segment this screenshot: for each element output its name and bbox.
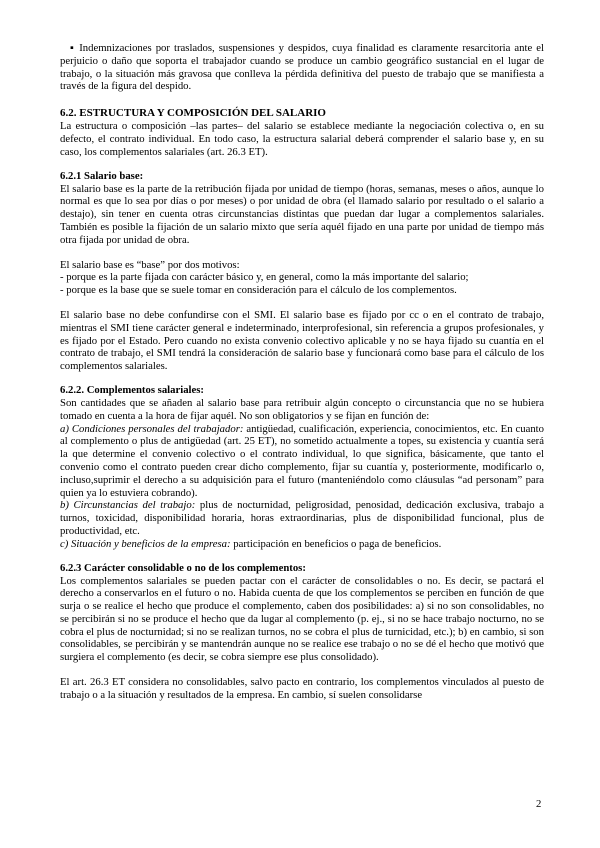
page-number: 2 — [536, 798, 542, 810]
motive-item-1: - porque es la parte fijada con carácter básico y, en general, como la más importante del salario; — [60, 271, 469, 284]
intro-text: Indemnizaciones por traslados, suspensiones y despidos, cuya finalidad es claramente resarcitoria ante el perjuicio o daño que soporta el trabajador cuando se produce un cambio geográfico sustancial en el lugar de trabajo, o la situación más gravosa que conlleva la pérdida definitiva del puesto de trabajo que se manifiesta a través de la figura del despido. — [60, 42, 545, 93]
intro-bullet-paragraph — [60, 42, 544, 93]
motives-lead: El salario base es “base” por dos motivos: — [60, 258, 240, 271]
consolidable-paragraph-2: El art. 26.3 ET considera no consolidables, salvo pacto en contrario, los complementos vinculados al puesto de trabajo o a la situación y resultados de la empresa. En cambio, sí suelen consolidarse — [60, 676, 544, 701]
salario-base-motives — [60, 259, 544, 297]
item-b-text: plus de nocturnidad, peligrosidad, penosidad, dedicación exclusiva, trabajo a turnos, toxicidad, disponibilidad horaria, horas extraordinarias, plus de disponibilidad funcional, plus de productividad, etc. — [60, 499, 544, 537]
motive-item-2: - porque es la base que se suele tomar en consideración para el cálculo de los complementos. — [60, 284, 457, 297]
salario-base-paragraph-1: El salario base es la parte de la retribución fijada por unidad de tiempo (horas, semanas, meses o años, aunque lo normal es que lo sea por días o por meses) o por unidad de obra (el llamado salario por resultado o el salario a destajo), sin tener en cuenta otras circunstancias distintas que puedan dar lugar a complementos salariales. También es posible la fijación de un salario mixto que sería aquél fijado en una parte por unidad de tiempo más otra fijada por unidad de obra. — [60, 182, 544, 246]
section-6-2-1-heading: 6.2.1 Salario base: — [60, 169, 144, 182]
section-6-2-heading: 6.2. ESTRUCTURA Y COMPOSICIÓN DEL SALARIO — [60, 107, 326, 120]
item-a-text: antigüedad, cualificación, experiencia, conocimientos, etc. En cuanto al complemento o plus de antigüedad (art. 25 ET), no sometido actualmente a topes, su existencia y cuantía será la que determine el convenio colectivo o el contrato individual, lo que significa, básicamente, que tanto el convenio como el contrato pueden crear dicho complemento, fijar su cuantía y, posteriormente, modificarlo o, incluso,suprimir el derecho a su adquisición para el futuro (manteniéndolo como cláusulas “ad personam” para quien ya lo estuviera cobrando). — [60, 422, 544, 499]
item-a-label: a) Condiciones personales del trabajador: — [60, 422, 244, 435]
complementos-paragraph-1: Son cantidades que se añaden al salario base para retribuir algún concepto o circunstancia que no se hubiera tomado en cuenta a la hora de fijar aquél. No son obligatorios y se fijan en función de: — [60, 396, 544, 422]
item-b-label: b) Circunstancias del trabajo: — [60, 499, 196, 512]
consolidable-paragraph-1: Los complementos salariales se pueden pactar con el carácter de consolidables o no. Es decir, se pactará el derecho a conservarlos en el futuro o no. Habida cuenta de que los complementos se perciben en función de que surja o se realice el hecho que produce el complemento, caben dos posibilidades: a) si no son consolidables, no se percibirán si no se produce el hecho que da lugar al complemento (p. ej., si no se hace trabajo nocturno, no se cobra el plus de nocturnidad; si no se realizan turnos, no se cobra el plus de turnicidad, etc.); b) en cambio, si son consolidables, se percibirán y se mantendrán aunque no se realice ese trabajo o no se dé el hecho que motivó que surgiera el complemento (es decir, se cobra siempre ese plus consolidado). — [60, 574, 544, 664]
section-6-2-paragraph: La estructura o composición –las partes– del salario se establece mediante la negociación colectiva o, en su defecto, el contrato individual. En todo caso, la estructura salarial deberá comprender el salario base y, en su caso, los complementos salariales (art. 26.3 ET). — [60, 120, 544, 158]
complementos-item-c — [60, 538, 544, 551]
section-6-2-2-heading: 6.2.2. Complementos salariales: — [60, 383, 204, 396]
salario-base-paragraph-3: El salario base no debe confundirse con el SMI. El salario base es fijado por cc o en el contrato de trabajo, mientras el SMI tiene carácter general e indeterminado, interprofesional, sin referencia a grupos profesionales, y es fijado por el Estado. Pero cuando no exista convenio colectivo aplicable y no se haya fijado su cuantía en el contrato de trabajo, el SMI tendrá la consideración de salario base y funcionará como base para el cálculo de los complementos salariales. — [60, 308, 544, 373]
item-c-text: participación en beneficios o paga de beneficios. — [230, 537, 442, 550]
complementos-item-b — [60, 499, 544, 537]
bullet-icon: ▪ — [70, 42, 76, 54]
item-c-label: c) Situación y beneficios de la empresa: — [60, 537, 231, 550]
page-content — [60, 42, 544, 702]
section-6-2-3-heading: 6.2.3 Carácter consolidable o no de los complementos: — [60, 561, 306, 574]
complementos-item-a — [60, 423, 544, 500]
